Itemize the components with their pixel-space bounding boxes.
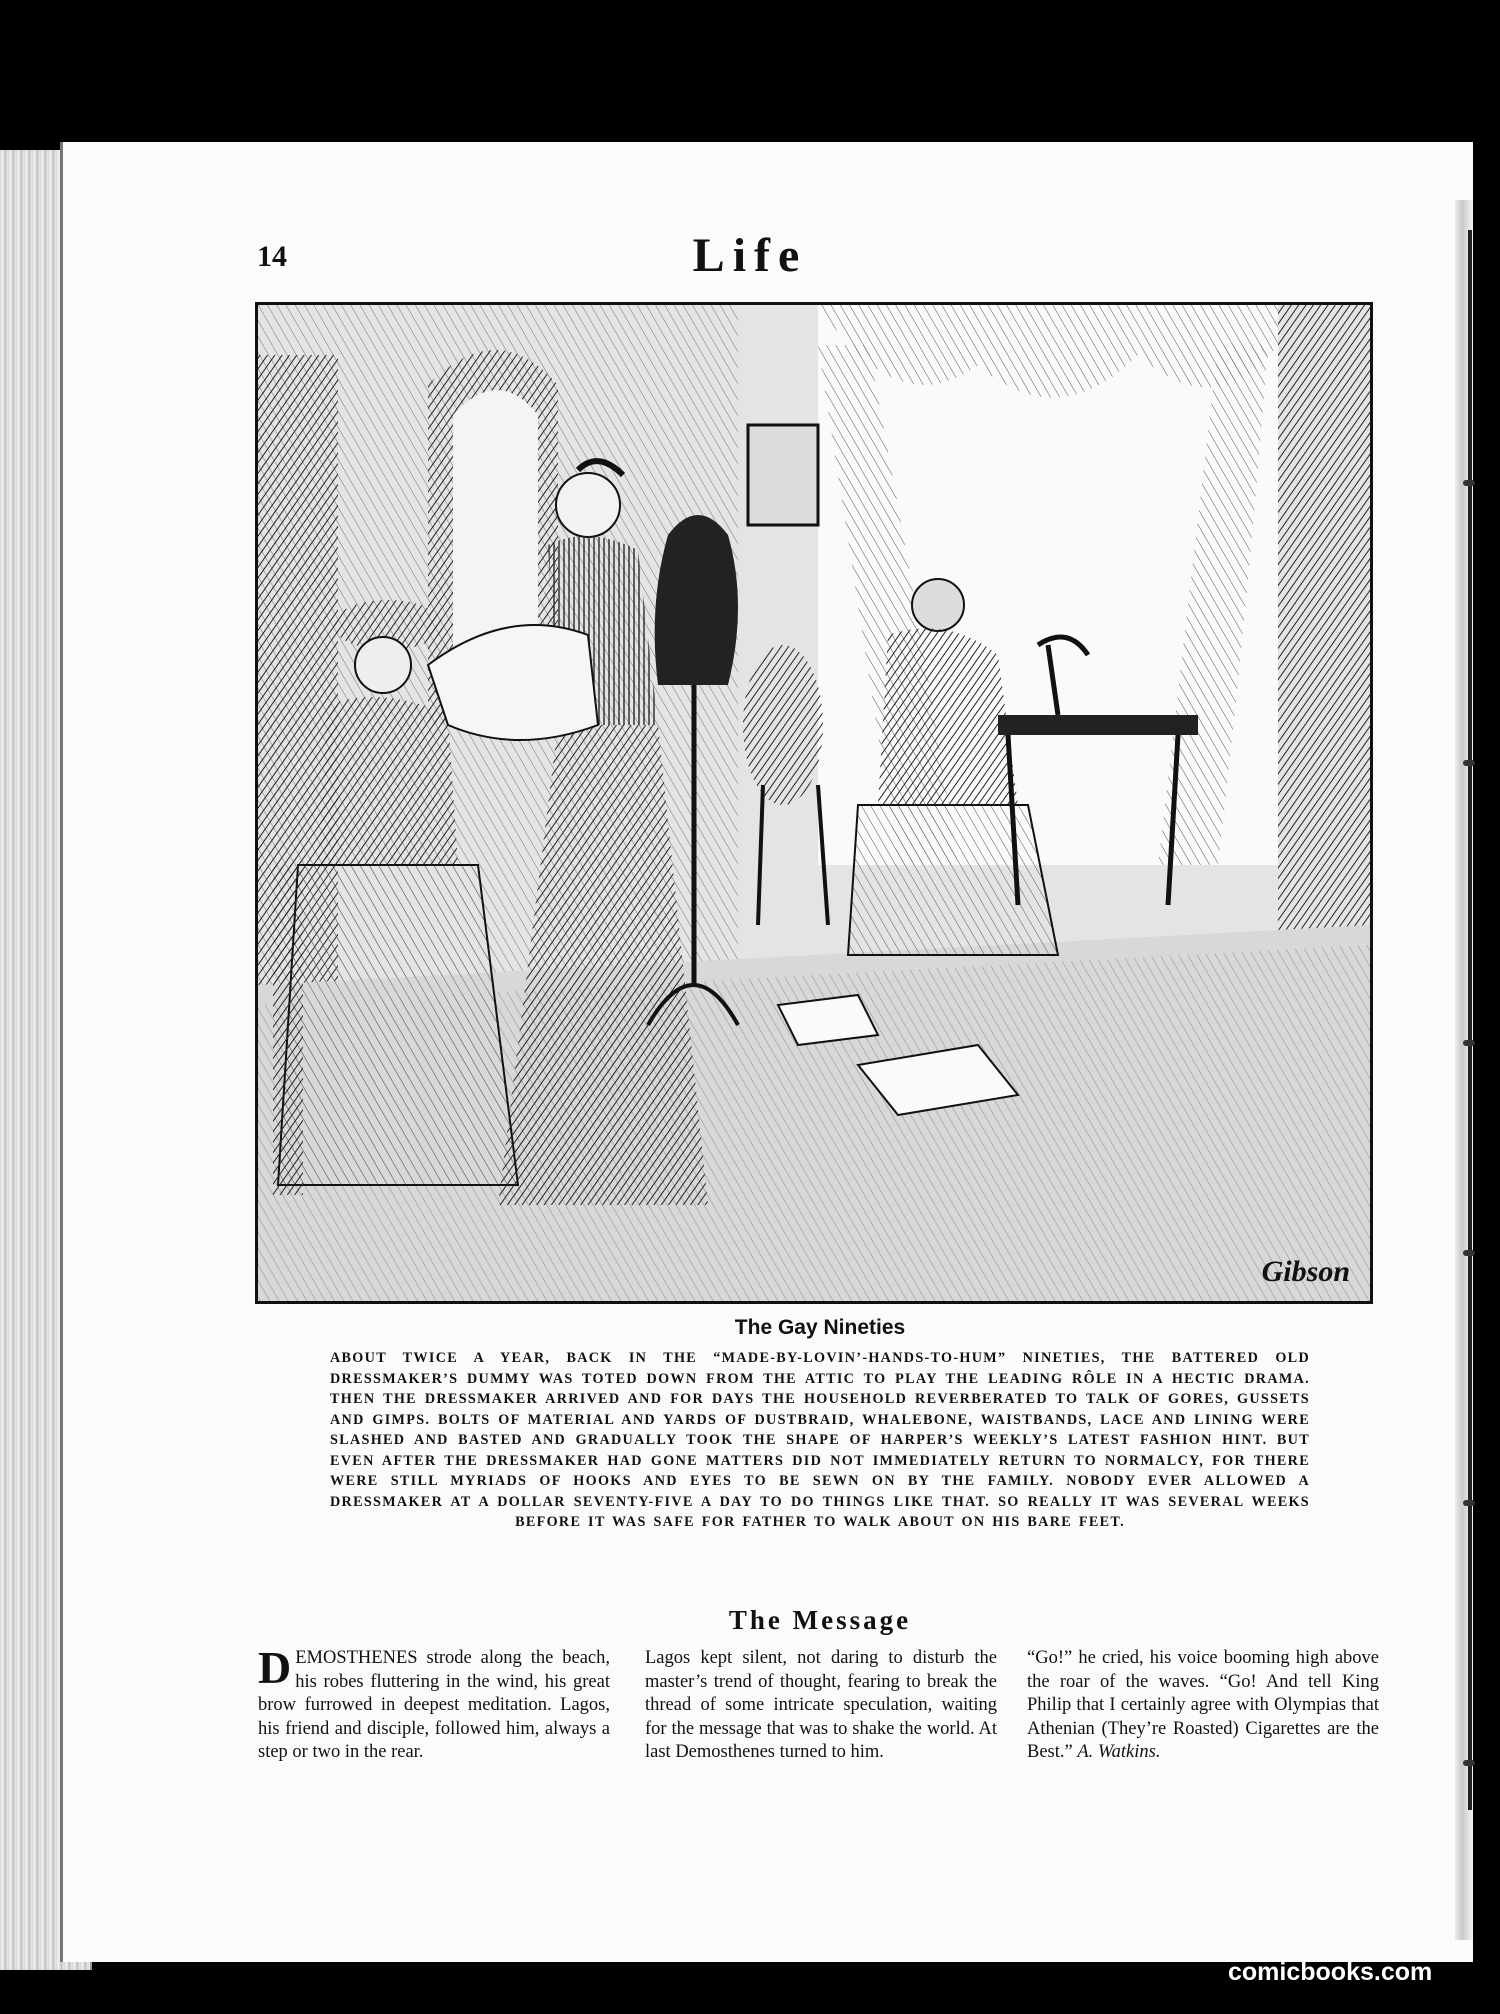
binding-stitch [1463,1250,1475,1256]
article-column-1 [258,1642,610,1765]
binding-stitch [1463,760,1475,766]
illustration-drawing [258,305,1370,1301]
article-column-1-text: EMOSTHENES strode along the beach, his robes fluttering in the wind, his great brow furrowed in deepest meditation. Lagos, his friend and disciple, followed him, always a step or two in the rear. [258,1648,610,1762]
article-column-2: Lagos kept silent, not daring to disturb the master’s trend of thought, fearing to break the thread of some intricate speculation, waiting for the message that was to shake the world. At last Demosthenes turned to him. [645,1648,997,1762]
dressmaker-illustration [255,302,1373,1304]
page-number: 14 [257,240,287,273]
caption-text: ABOUT TWICE A YEAR, BACK IN THE “MADE-BY-LOVIN’-HANDS-TO-HUM” NINETIES, THE BATTERED OLD DRESSMAKER’S DUMMY WAS TOTED DOWN FROM THE ATTIC TO PLAY THE LEADING RÔLE IN A HECTIC DRAMA. THEN THE DRESSMAKER ARRIVED AND FOR DAYS THE HOUSEHOLD REVERBERATED TO TALK OF GORES, GUSSETS AND GIMPS. BOLTS OF MATERIAL AND YARDS OF DUSTBRAID, WHALEBONE, WAISTBANDS, LACE AND LINING WERE SLASHED AND BASTED AND GRADUALLY TOOK THE SHAPE OF HARPER’S WEEKLY’S LATEST FASHION HINT. BUT EVEN AFTER THE DRESSMAKER HAD GONE MATTERS DID NOT IMMEDIATELY RETURN TO NORMALCY, FOR THERE WERE STILL MYRIADS OF HOOKS AND EYES TO BE SEWN ON BY THE FAMILY. NOBODY EVER ALLOWED A DRESSMAKER AT A DOLLAR SEVENTY-FIVE A DAY TO DO THINGS LIKE THAT. SO REALLY IT WAS SEVERAL WEEKS BEFORE IT WAS SAFE FOR FATHER TO WALK ABOUT ON HIS BARE FEET. [330,1350,1310,1530]
article-column-3 [1027,1647,1379,1765]
watermark: comicbooks.com [1228,1958,1433,1986]
article-byline: A. Watkins. [1077,1742,1161,1762]
artist-signature: Gibson [1261,1255,1350,1288]
article-dropcap: D [258,1642,292,1693]
masthead-title: Life [692,229,808,282]
binding-stitch [1463,1500,1475,1506]
binding-stitch [1463,1040,1475,1046]
caption-title: The Gay Nineties [734,1316,906,1339]
binding-stitch [1463,1760,1475,1766]
binding-stitch [1463,480,1475,486]
article-column-3-text: “Go!” he cried, his voice booming high above the roar of the waves. “Go! And tell King Philip that I certainly agree with Olympias that Athenian (They’re Roasted) Cigarettes are the Best.” [1027,1648,1379,1762]
binding-thread [1468,230,1472,1810]
article-title: The Message [728,1605,912,1635]
